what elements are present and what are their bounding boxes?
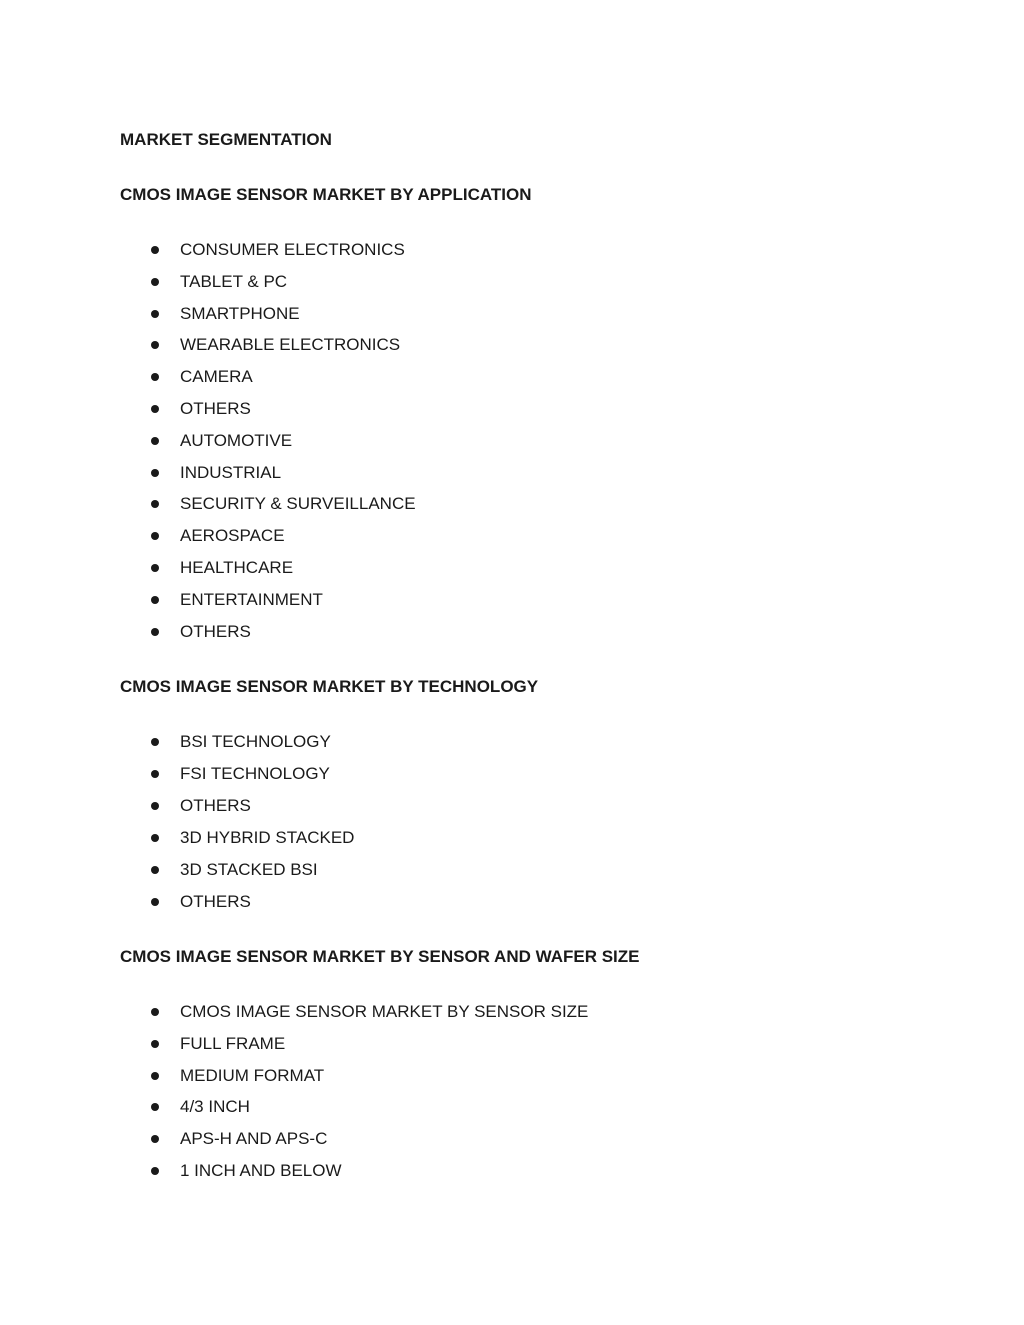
list-item — [0, 525, 700, 547]
list-item-label: BSI TECHNOLOGY — [180, 732, 331, 751]
list-item-label: OTHERS — [180, 399, 251, 418]
bullet-icon — [151, 738, 159, 746]
bullet-icon — [151, 628, 159, 636]
document-title: MARKET SEGMENTATION — [120, 130, 332, 149]
section-heading-application: CMOS IMAGE SENSOR MARKET BY APPLICATION — [120, 185, 532, 204]
list-item-label: AEROSPACE — [180, 526, 285, 545]
bullet-icon — [151, 770, 159, 778]
bullet-icon — [151, 1008, 159, 1016]
list-item-label: CONSUMER ELECTRONICS — [180, 240, 405, 259]
bullet-icon — [151, 278, 159, 286]
bullet-icon — [151, 802, 159, 810]
list-item — [0, 1128, 700, 1150]
list-item — [0, 1096, 700, 1118]
bullet-icon — [151, 373, 159, 381]
bullet-icon — [151, 1040, 159, 1048]
bullet-icon — [151, 564, 159, 572]
list-item-label: 1 INCH AND BELOW — [180, 1161, 342, 1180]
list-item — [0, 462, 700, 484]
list-item — [0, 1160, 700, 1182]
list-item — [0, 1033, 700, 1055]
list-item — [0, 859, 700, 881]
bullet-icon — [151, 898, 159, 906]
bullet-icon — [151, 341, 159, 349]
list-item-label: 4/3 INCH — [180, 1097, 250, 1116]
list-item — [0, 303, 700, 325]
list-item — [0, 239, 700, 261]
bullet-icon — [151, 1072, 159, 1080]
list-item-label: SECURITY & SURVEILLANCE — [180, 494, 416, 513]
bullet-icon — [151, 1135, 159, 1143]
list-item — [0, 493, 700, 515]
list-item-label: ENTERTAINMENT — [180, 590, 323, 609]
bullet-icon — [151, 596, 159, 604]
list-item-label: CAMERA — [180, 367, 253, 386]
list-item-label: 3D STACKED BSI — [180, 860, 318, 879]
list-item-label: HEALTHCARE — [180, 558, 294, 577]
list-item-label: APS-H AND APS-C — [180, 1129, 328, 1148]
list-item — [0, 891, 700, 913]
list-item-label: WEARABLE ELECTRONICS — [180, 335, 401, 354]
list-item — [0, 1001, 700, 1023]
list-item — [0, 334, 700, 356]
list-item-label: INDUSTRIAL — [180, 463, 282, 482]
section-heading-technology: CMOS IMAGE SENSOR MARKET BY TECHNOLOGY — [120, 677, 539, 696]
list-item-label: MEDIUM FORMAT — [180, 1066, 325, 1085]
list-item-label: FSI TECHNOLOGY — [180, 764, 330, 783]
list-item-label: TABLET & PC — [180, 272, 288, 291]
list-item — [0, 430, 700, 452]
list-item-label: 3D HYBRID STACKED — [180, 828, 355, 847]
list-item — [0, 366, 700, 388]
bullet-icon — [151, 405, 159, 413]
list-item-label: AUTOMOTIVE — [180, 431, 293, 450]
bullet-icon — [151, 437, 159, 445]
list-item — [0, 763, 700, 785]
list-item — [0, 398, 700, 420]
bullet-icon — [151, 866, 159, 874]
bullet-icon — [151, 834, 159, 842]
list-item-label: OTHERS — [180, 892, 251, 911]
list-item-label: FULL FRAME — [180, 1034, 286, 1053]
list-item-label: SMARTPHONE — [180, 304, 300, 323]
list-item — [0, 827, 700, 849]
bullet-icon — [151, 310, 159, 318]
list-item-label: CMOS IMAGE SENSOR MARKET BY SENSOR SIZE — [180, 1002, 589, 1021]
bullet-icon — [151, 1103, 159, 1111]
list-item — [0, 557, 700, 579]
bullet-icon — [151, 469, 159, 477]
bullet-icon — [151, 1167, 159, 1175]
list-item-label: OTHERS — [180, 622, 251, 641]
list-item — [0, 271, 700, 293]
list-item — [0, 621, 700, 643]
bullet-icon — [151, 500, 159, 508]
section-heading-sensor-wafer-size: CMOS IMAGE SENSOR MARKET BY SENSOR AND WAFER SIZE — [120, 947, 640, 966]
list-item — [0, 1065, 700, 1087]
list-item-label: OTHERS — [180, 796, 251, 815]
list-item — [0, 589, 700, 611]
list-item — [0, 731, 700, 753]
list-item — [0, 795, 700, 817]
bullet-icon — [151, 246, 159, 254]
bullet-icon — [151, 532, 159, 540]
